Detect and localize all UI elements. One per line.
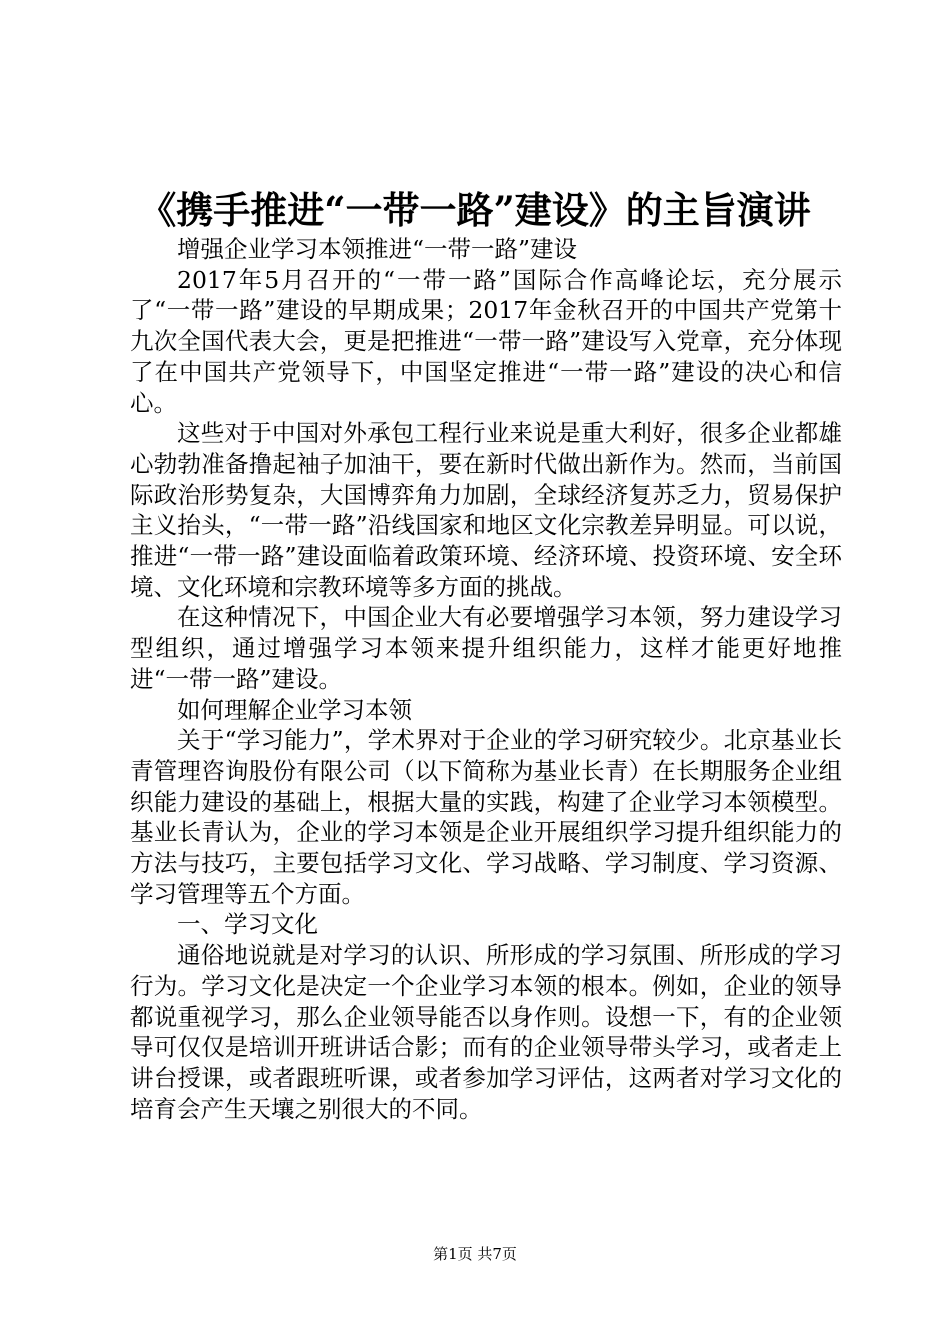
paragraph: 关于“学习能力”，学术界对于企业的学习研究较少。北京基业长青管理咨询股份有限公司（以下简称为基业长青）在长期服务企业组织能力建设的基础上，根据大量的实践，构建了企业学习本领模型。基业长青认为，企业的学习本领是企业开展组织学习提升组织能力的方法与技巧，主要包括学习文化、学习战略、学习制度、学习资源、学习管理等五个方面。 <box>130 726 842 908</box>
paragraph: 2017年5月召开的“一带一路”国际合作高峰论坛，充分展示了“一带一路”建设的早期成果；2017年金秋召开的中国共产党第十九次全国代表大会，更是把推进“一带一路”建设写入党章，充分体现了在中国共产党领导下，中国坚定推进“一带一路”建设的决心和信心。 <box>130 265 842 417</box>
paragraph: 这些对于中国对外承包工程行业来说是重大利好，很多企业都雄心勃勃准备撸起袖子加油干，要在新时代做出新作为。然而，当前国际政治形势复杂，大国博弈角力加剧，全球经济复苏乏力，贸易保护主义抬头，“一带一路”沿线国家和地区文化宗教差异明显。可以说，推进“一带一路”建设面临着政策环境、经济环境、投资环境、安全环境、文化环境和宗教环境等多方面的挑战。 <box>130 419 842 601</box>
section-heading: 一、学习文化 <box>177 910 318 939</box>
paragraph: 在这种情况下，中国企业大有必要增强学习本领，努力建设学习型组织，通过增强学习本领来提升组织能力，这样才能更好地推进“一带一路”建设。 <box>130 603 842 693</box>
paragraph-subtitle: 增强企业学习本领推进“一带一路”建设 <box>177 235 578 263</box>
paragraph: 通俗地说就是对学习的认识、所形成的学习氛围、所形成的学习行为。学习文化是决定一个企业学习本领的根本。例如，企业的领导都说重视学习，那么企业领导能否以身作则。设想一下，有的企业领导可仅仅是培训开班讲话合影；而有的企业领导带头学习，或者走上讲台授课，或者跟班听课，或者参加学习评估，这两者对学习文化的培育会产生天壤之别很大的不同。 <box>130 941 842 1123</box>
page-number-footer: 第1页 共7页 <box>433 1245 517 1263</box>
document-body <box>130 234 842 1124</box>
section-heading: 如何理解企业学习本领 <box>177 695 412 724</box>
document-title: 《携手推进“一带一路”建设》的主旨演讲 <box>139 188 811 232</box>
